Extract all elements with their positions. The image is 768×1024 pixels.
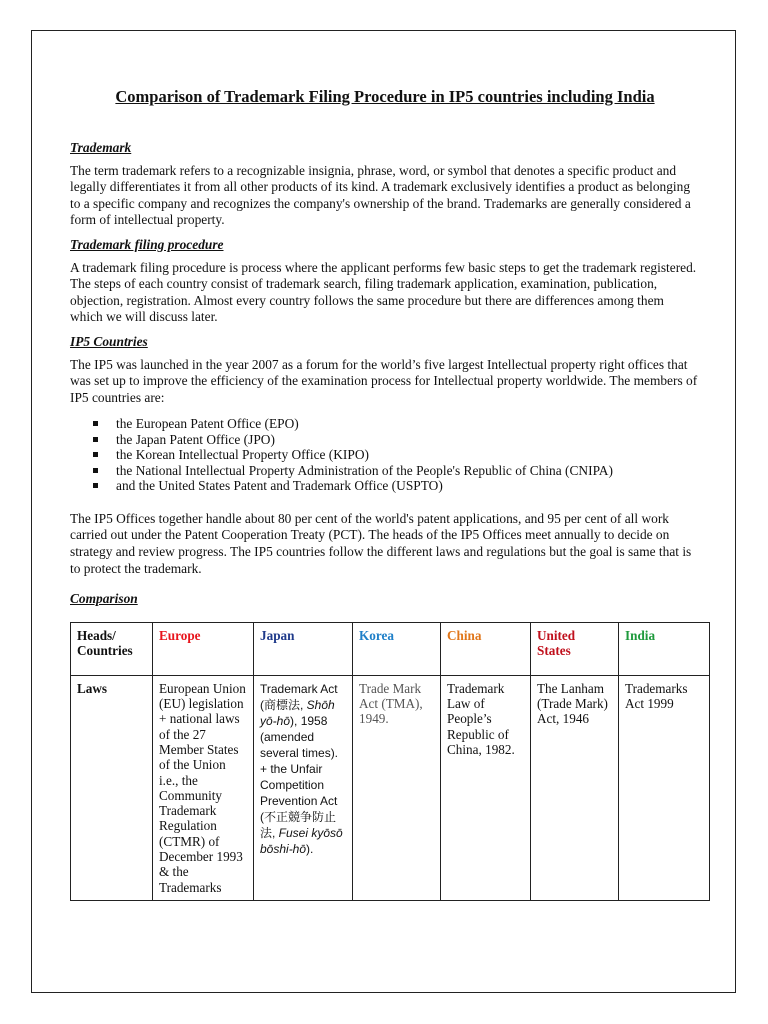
bullet-icon	[93, 437, 98, 442]
cell-china-laws: Trademark Law of People’s Republic of China, 1982.	[441, 675, 531, 900]
list-item: the Japan Patent Office (JPO)	[116, 432, 700, 448]
header-japan: Japan	[254, 622, 353, 675]
header-heads-countries: Heads/ Countries	[71, 622, 153, 675]
paragraph-ip5-offices: The IP5 Offices together handle about 80 per cent of the world's patent applications, and 95 per cent of all work carried out under the Patent Cooperation Treaty (PCT). The heads of the IP5 Offices meet annually to decide on strategy and review progress. The IP5 countries follow the different laws and regulations but the goal is same that is to protect the trademark.	[70, 510, 692, 576]
list-item: and the United States Patent and Trademark Office (USPTO)	[116, 478, 700, 494]
cell-europe-laws: European Union (EU) legislation + national laws of the 27 Member States of the Union i.e., the Community Trademark Regulation (CTMR) of December 1993 & the Trademarks	[153, 675, 254, 900]
cell-india-laws: Trademarks Act 1999	[619, 675, 710, 900]
list-item: the Korean Intellectual Property Office (KIPO)	[116, 447, 700, 463]
header-korea: Korea	[353, 622, 441, 675]
section-heading-filing-procedure: Trademark filing procedure	[70, 236, 224, 252]
table-row	[71, 675, 710, 900]
header-india: India	[619, 622, 710, 675]
cell-japan-laws: Trademark Act (商標法, Shōh yō-hō), 1958 (amended several times). + the Unfair Competition Prevention Act (不正競争防止法, Fusei kyōsō bōshi-hō).	[254, 675, 353, 900]
table-header-row	[71, 622, 710, 675]
cell-us-laws: The Lanham (Trade Mark) Act, 1946	[531, 675, 619, 900]
bullet-icon	[93, 468, 98, 473]
section-heading-comparison: Comparison	[70, 591, 138, 607]
section-heading-ip5: IP5 Countries	[70, 333, 148, 349]
paragraph-trademark: The term trademark refers to a recognizable insignia, phrase, word, or symbol that denotes a specific product and legally differentiates it from all other products of its kind. A trademark exclusively identifies a product as belonging to a specific company and recognizes the company's ownership of the brand. Trademarks are generally considered a form of intellectual property.	[70, 162, 691, 228]
section-heading-trademark: Trademark	[70, 140, 132, 155]
bullet-icon	[93, 421, 98, 426]
paragraph-ip5: The IP5 was launched in the year 2007 as a forum for the world’s five largest Intellectual property right offices that was set up to improve the efficiency of the examination process for Intellectual property worldwide. The members of IP5 countries are:	[70, 356, 698, 405]
paragraph-filing-procedure: A trademark filing procedure is process where the applicant performs few basic steps to get the trademark registered. The steps of each country consist of trademark search, filing trademark application, examination, publication, objection, registration. Almost every country follows the same procedure but there are differences among them which we will discuss later.	[70, 259, 697, 325]
document-content	[70, 87, 700, 901]
document-page	[31, 30, 736, 993]
header-china: China	[441, 622, 531, 675]
ip5-members-list	[70, 416, 700, 494]
bullet-icon	[93, 452, 98, 457]
list-item: the European Patent Office (EPO)	[116, 416, 700, 432]
row-label-laws: Laws	[71, 675, 153, 900]
bullet-icon	[93, 483, 98, 488]
cell-korea-laws: Trade Mark Act (TMA), 1949.	[353, 675, 441, 900]
header-europe: Europe	[153, 622, 254, 675]
list-item: the National Intellectual Property Administration of the People's Republic of China (CNIPA)	[116, 463, 700, 479]
comparison-table	[70, 622, 710, 901]
header-united-states: United States	[531, 622, 619, 675]
page-title: Comparison of Trademark Filing Procedure in IP5 countries including India	[115, 87, 655, 106]
